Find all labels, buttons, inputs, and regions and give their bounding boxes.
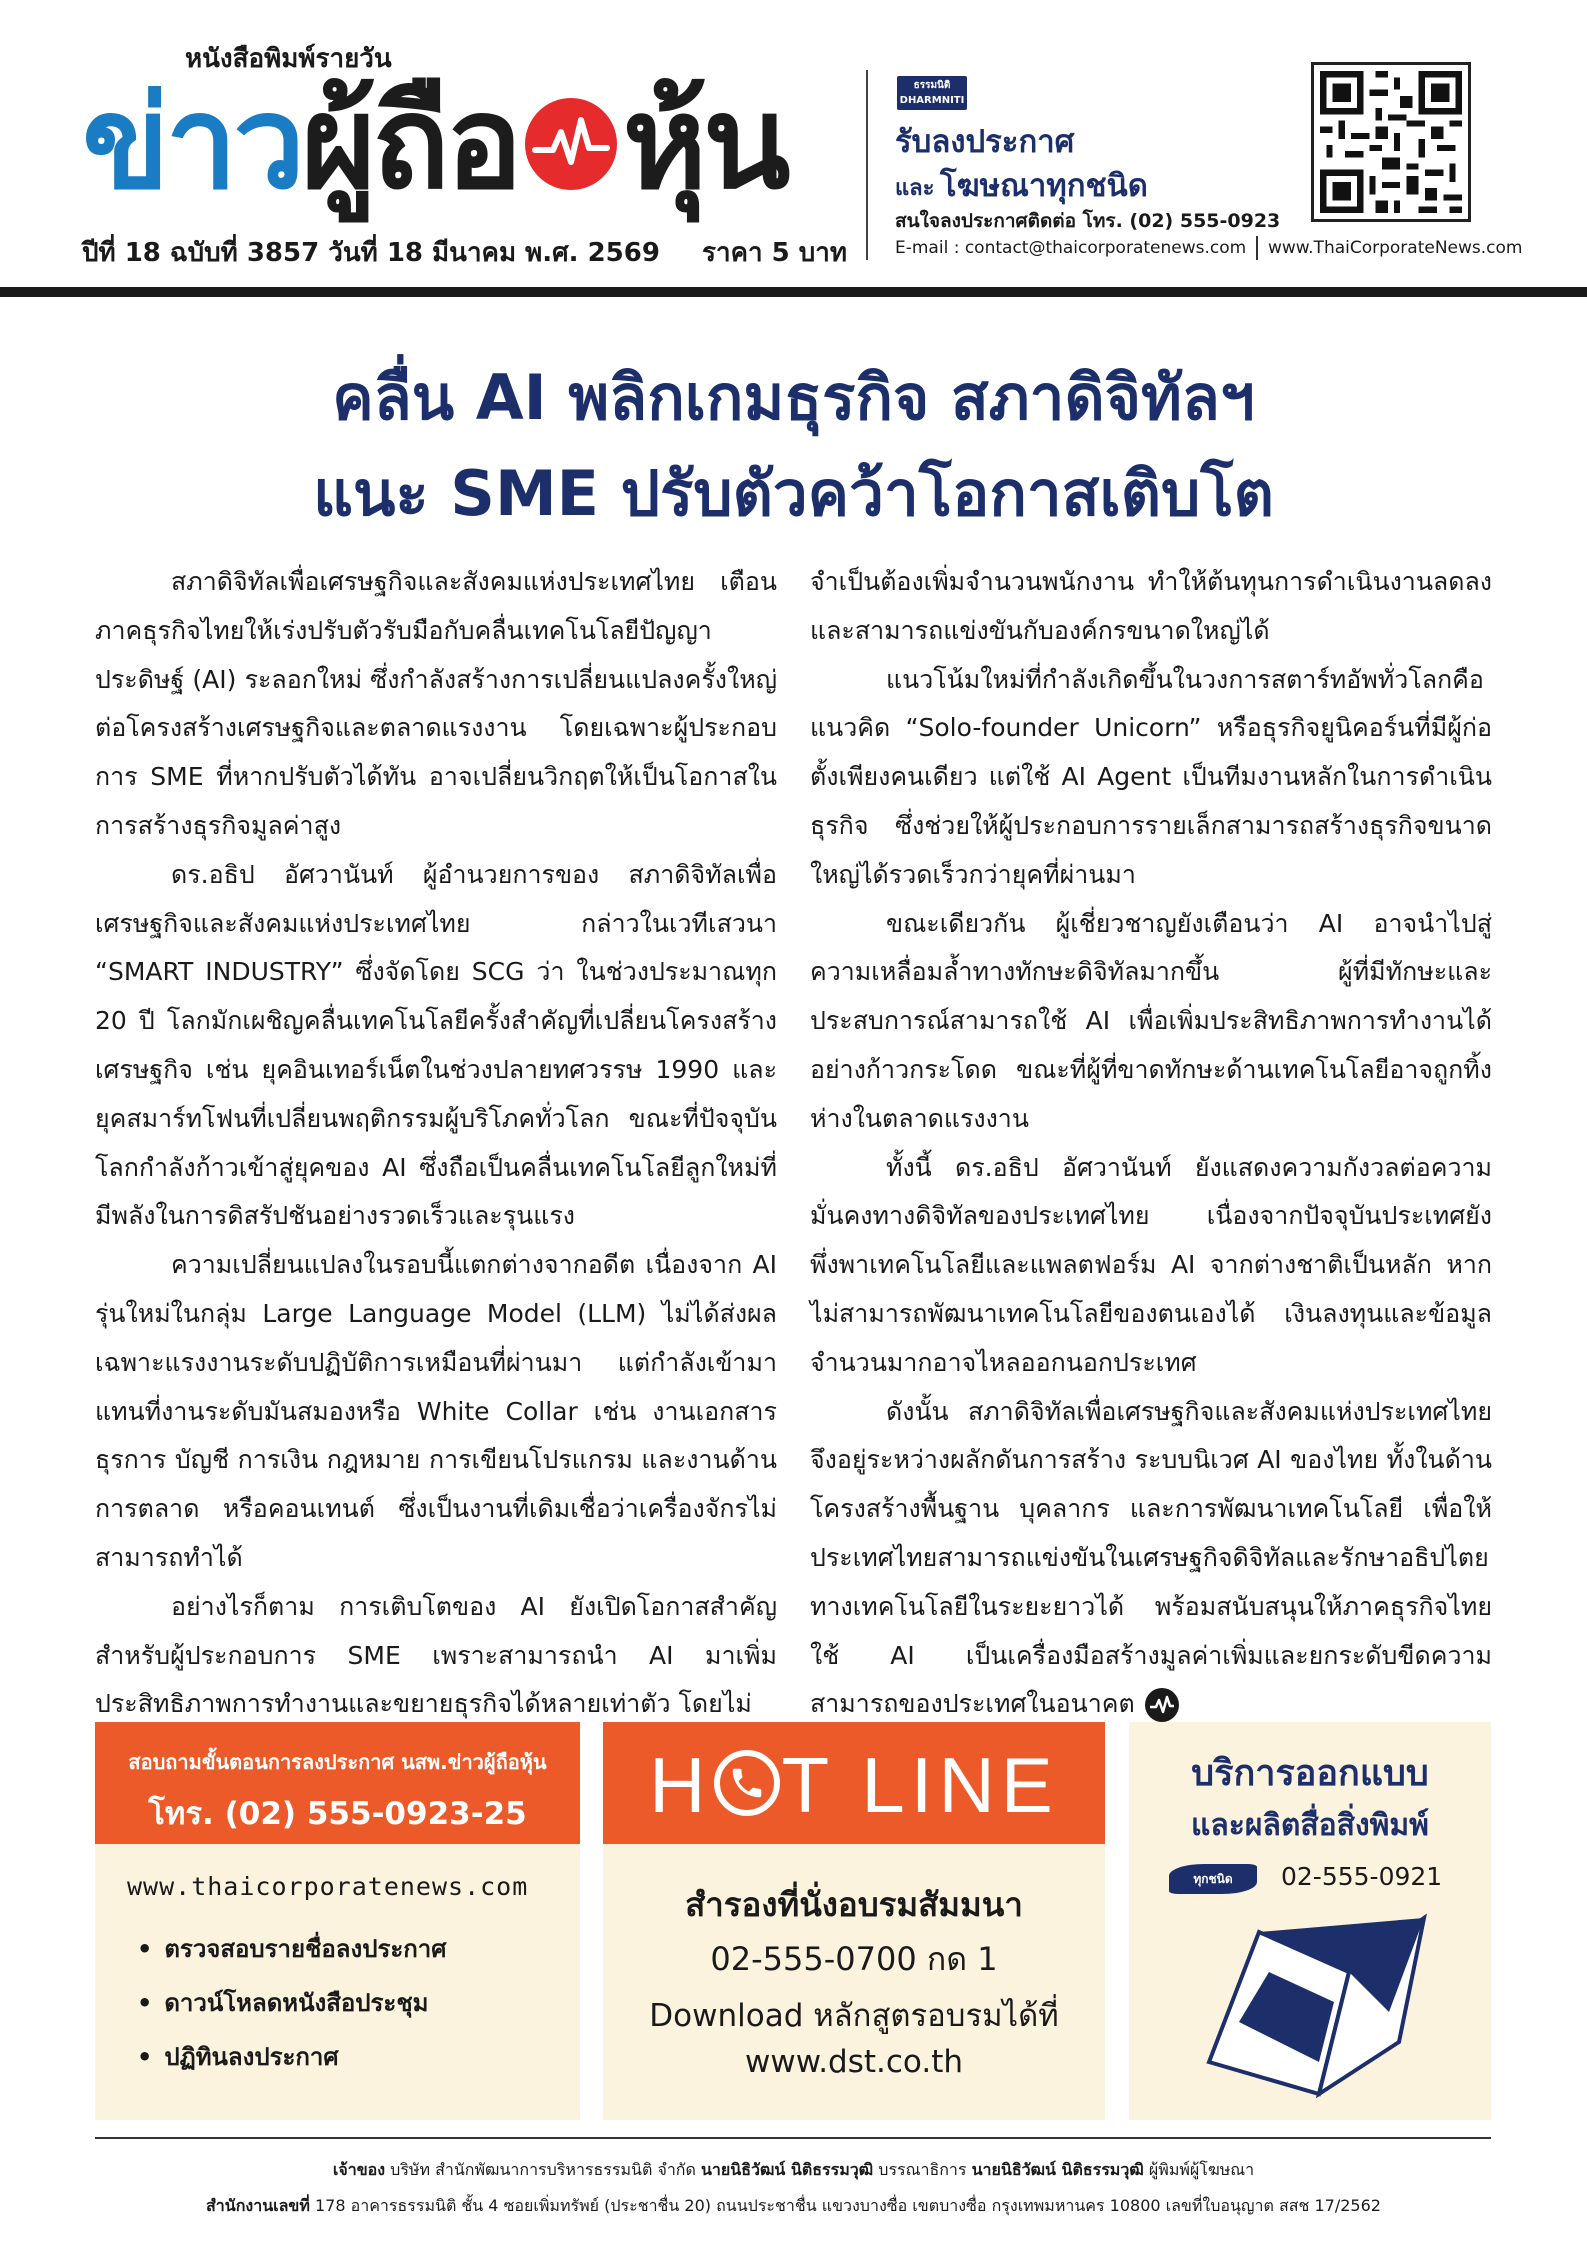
advert-contact: สนใจลงประกาศติดต่อ โทร. (02) 555-0923 (895, 210, 1281, 232)
footer-publisher-name: นายนิธิวัฒน์ นิติธรรมวุฒิ (971, 2160, 1144, 2179)
masthead-divider (866, 70, 868, 260)
footer-editor-name: นายนิธิวัฒน์ นิติธรรมวุฒิ (700, 2160, 874, 2179)
ad-box-announcement-list (137, 1922, 446, 2084)
article-paragraph: ขณะเดียวกัน ผู้เชี่ยวชาญยังเตือนว่า AI อาจนำไปสู่ ความเหลื่อมล้ำทางทักษะดิจิทัลมากขึ้น ผู้ที่มีทักษะและประสบการณ์สามารถใช้ AI เพื่อเพิ่มประสิทธิภาพการทำงานได้อย่างก้าวกระโดด ขณะที่ผู้ที่ขาดทักษะด้านเทคโนโลยีอาจถูกทิ้งห่างในตลาดแรงงาน (810, 908, 1492, 1133)
masthead (0, 0, 1587, 292)
ad-box-announcement-url[interactable]: www.thaicorporatenews.com (127, 1872, 529, 1901)
article-paragraph: จำเป็นต้องเพิ่มจำนวนพนักงาน ทำให้ต้นทุนการดำเนินงานลดลง และสามารถแข่งขันกับองค์กรขนาดใหญ่ได้ (810, 567, 1492, 645)
ad-box-design-title2: และผลิตสื่อสิ่งพิมพ์ (1191, 1808, 1429, 1843)
advert-website-link[interactable]: www.ThaiCorporateNews.com (1268, 238, 1523, 258)
ad-box-announcement[interactable] (95, 1722, 580, 2120)
list-item: • ตรวจสอบรายชื่อลงประกาศ (137, 1922, 446, 1976)
article-paragraph-text: ดังนั้น สภาดิจิทัลเพื่อเศรษฐกิจและสังคมแห่งประเทศไทย จึงอยู่ระหว่างผลักดันการสร้าง ระบบนิเวศ AI ของไทย ทั้งในด้านโครงสร้างพื้นฐาน บุคลากร และการพัฒนาเทคโนโลยี เพื่อให้ประเทศไทยสามารถแข่งขันในเศรษฐกิจดิจิทัลและรักษาอธิปไตยทางเทคโนโลยีในระยะยาวได้ พร้อมสนับสนุนให้ภาคธุรกิจไทยใช้ AI เป็นเครื่องมือสร้างมูลค่าเพิ่มและยกระดับขีดความสามารถของประเทศในอนาคต (810, 1396, 1492, 1719)
advert-line2: โฆษณาทุกชนิด (940, 168, 1148, 204)
ad-box-hotline-phone: 02-555-0700 กด 1 (710, 1940, 998, 1978)
masthead-rule (0, 287, 1587, 297)
headline (0, 350, 1587, 542)
ad-box-design-title1: บริการออกแบบ (1191, 1753, 1429, 1794)
ad-box-hotline-line3: Download หลักสูตรอบรมได้ที่ (649, 1998, 1059, 2034)
list-item: • ดาวน์โหลดหนังสือประชุม (137, 1976, 446, 2030)
ad-box-design[interactable] (1129, 1722, 1491, 2120)
list-item: • ปฏิทินลงประกาศ (137, 2030, 446, 2084)
ad-box-design-brand-logo: ทุกชนิด (1169, 1864, 1257, 1894)
logo-text-part2: ผู้ถือ (301, 69, 519, 218)
ad-box-design-phone: 02-555-0921 (1281, 1862, 1443, 1891)
footer-editor-role: บรรณาธิการ (878, 2160, 967, 2179)
article-paragraph-last (810, 1388, 1492, 1730)
headline-line2: แนะ SME ปรับตัวคว้าโอกาสเติบโต (313, 457, 1274, 530)
qr-code-icon[interactable] (1311, 62, 1471, 222)
stock-pulse-icon (525, 98, 617, 190)
footer-rule (95, 2137, 1491, 2139)
price: ราคา 5 บาท (702, 238, 847, 268)
dharmniti-logo-eng: DHARMNITI (899, 95, 965, 106)
ad-box-announcement-subtitle: สอบถามขั้นตอนการลงประกาศ นสพ.ข่าวผู้ถือหุ้น (128, 1750, 547, 1774)
masthead-tagline: หนังสือพิมพ์รายวัน (185, 44, 392, 74)
hotline-title (603, 1740, 1105, 1830)
footer-owner-line (0, 2158, 1587, 2183)
ad-box-hotline-url[interactable]: www.dst.co.th (744, 2044, 964, 2080)
article-paragraph: ความเปลี่ยนแปลงในรอบนี้แตกต่างจากอดีต เนื่องจาก AI รุ่นใหม่ในกลุ่ม Large Language Model (LLM) ไม่ได้ส่งผลเฉพาะแรงงานระดับปฏิบัติการเหมือนที่ผ่านมา แต่กำลังเข้ามาแทนที่งานระดับมันสมองหรือ White Collar เช่น งานเอกสาร ธุรการ บัญชี การเงิน กฎหมาย การเขียนโปรแกรม และงานด้านการตลาด หรือคอนเทนต์ ซึ่งเป็นงานที่เดิมเชื่อว่าเครื่องจักรไม่สามารถทำได้ (95, 1250, 777, 1572)
article-column-left (95, 558, 777, 1729)
folded-paper-icon (1199, 1912, 1429, 2102)
article-paragraph: ทั้งนี้ ดร.อธิป อัศวานันท์ ยังแสดงความกังวลต่อความมั่นคงทางดิจิทัลของประเทศไทย เนื่องจากปัจจุบันประเทศยังพึ่งพาเทคโนโลยีและแพลตฟอร์ม AI จากต่างชาติเป็นหลัก หากไม่สามารถพัฒนาเทคโนโลยีของตนเองได้ เงินลงทุนและข้อมูลจำนวนมากอาจไหลออกนอกประเทศ (810, 1152, 1492, 1377)
article-column-right (810, 558, 1492, 1729)
article-paragraph: สภาดิจิทัลเพื่อเศรษฐกิจและสังคมแห่งประเทศไทย เตือนภาคธุรกิจไทยให้เร่งปรับตัวรับมือกับคลื่นเทคโนโลยีปัญญาประดิษฐ์ (AI) ระลอกใหม่ ซึ่งกำลังสร้างการเปลี่ยนแปลงครั้งใหญ่ต่อโครงสร้างเศรษฐกิจและตลาดแรงงาน โดยเฉพาะผู้ประกอบการ SME ที่หากปรับตัวได้ทัน อาจเปลี่ยนวิกฤตให้เป็นโอกาสในการสร้างธุรกิจมูลค่าสูง (95, 567, 777, 840)
logo-text-part3: หุ้น (622, 69, 787, 218)
advert-separator (1256, 236, 1258, 260)
ad-box-announcement-phone: โทร. (02) 555-0923-25 (148, 1796, 527, 1832)
ad-box-hotline[interactable] (603, 1722, 1105, 2120)
article-end-pulse-icon (1145, 1688, 1179, 1722)
newspaper-logo[interactable] (82, 58, 787, 218)
hotline-title-rest: T LINE (781, 1741, 1059, 1829)
ad-box-announcement-header (95, 1722, 580, 1844)
advert-email-link[interactable]: E-mail : contact@thaicorporatenews.com (895, 238, 1247, 258)
advert-line2-prefix: และ (895, 176, 935, 201)
article-paragraph: อย่างไรก็ตาม การเติบโตของ AI ยังเปิดโอกาสสำคัญสำหรับผู้ประกอบการ SME เพราะสามารถนำ AI มาเพิ่มประสิทธิภาพการทำงานและขยายธุรกิจได้หลายเท่าตัว โดยไม่ (95, 1591, 777, 1719)
footer-address-label: สำนักงานเลขที่ (206, 2196, 310, 2215)
headline-line1: คลื่น AI พลิกเกมธุรกิจ สภาดิจิทัลฯ (332, 361, 1255, 434)
ad-box-hotline-line1: สำรองที่นั่งอบรมสัมมนา (685, 1885, 1023, 1924)
ad-box-hotline-header (603, 1722, 1105, 1844)
dharmniti-logo-thai: ธรรมนิติ (913, 80, 951, 91)
logo-text-part1: ข่าว (82, 69, 302, 218)
footer-owner-company: บริษัท สำนักพัฒนาการบริหารธรรมนิติ จำกัด (390, 2160, 696, 2179)
issue-info: ปีที่ 18 ฉบับที่ 3857 วันที่ 18 มีนาคม พ.ศ. 2569 (82, 238, 660, 268)
article-paragraph: แนวโน้มใหม่ที่กำลังเกิดขึ้นในวงการสตาร์ทอัพทั่วโลกคือ แนวคิด “Solo-founder Unicorn” หรือธุรกิจยูนิคอร์นที่มีผู้ก่อตั้งเพียงคนเดียว แต่ใช้ AI Agent เป็นทีมงานหลักในการดำเนินธุรกิจ ซึ่งช่วยให้ผู้ประกอบการรายเล็กสามารถสร้างธุรกิจขนาดใหญ่ได้รวดเร็วกว่ายุคที่ผ่านมา (810, 664, 1492, 889)
phone-icon (714, 1750, 780, 1816)
footer-publisher-role: ผู้พิมพ์ผู้โฆษณา (1148, 2160, 1255, 2179)
dharmniti-logo (897, 76, 967, 110)
footer-address-line (0, 2194, 1587, 2219)
advert-line1: รับลงประกาศ (895, 124, 1075, 160)
hotline-title-h: H (649, 1741, 712, 1829)
article-paragraph: ดร.อธิป อัศวานันท์ ผู้อำนวยการของ สภาดิจิทัลเพื่อเศรษฐกิจและสังคมแห่งประเทศไทย กล่าวในเวทีเสวนา “SMART INDUSTRY” ซึ่งจัดโดย SCG ว่า ในช่วงประมาณทุก 20 ปี โลกมักเผชิญคลื่นเทคโนโลยีครั้งสำคัญที่เปลี่ยนโครงสร้างเศรษฐกิจ เช่น ยุคอินเทอร์เน็ตในช่วงปลายทศวรรษ 1990 และยุคสมาร์ทโฟนที่เปลี่ยนพฤติกรรมผู้บริโภคทั่วโลก ขณะที่ปัจจุบันโลกกำลังก้าวเข้าสู่ยุคของ AI ซึ่งถือเป็นคลื่นเทคโนโลยีลูกใหม่ที่มีพลังในการดิสรัปชันอย่างรวดเร็วและรุนแรง (95, 859, 777, 1231)
footer-address: 178 อาคารธรรมนิติ ชั้น 4 ซอยเพิ่มทรัพย์ (ประชาชื่น 20) ถนนประชาชื่น แขวงบางซื่อ เขตบางซื่อ กรุงเทพมหานคร 10800 เลขที่ใบอนุญาต สสช 17/2562 (315, 2196, 1381, 2215)
footer-owner-label: เจ้าของ (332, 2160, 386, 2179)
